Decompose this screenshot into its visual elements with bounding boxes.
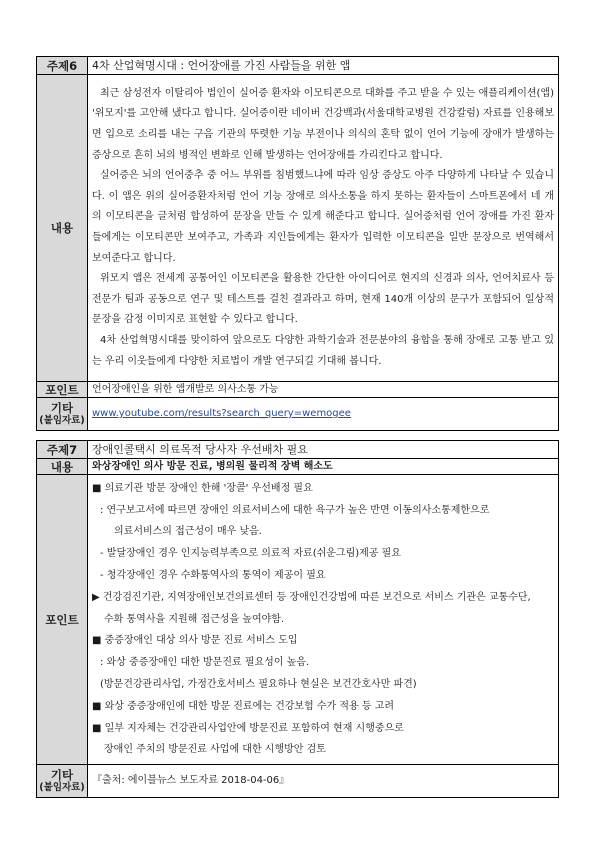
point-line: 장애인 주치의 방문진료 사업에 대한 시행방안 검토 [104, 744, 326, 756]
paragraph-1: 최근 삼성전자 이탈리아 법인이 실어증 환자와 이모티콘으로 대화를 주고 받을 수 있는 애플리케이션(앱) '위모지'를 고안해 냈다고 합니다. 실어증이란 네이버 건강백과(서울대학교병원 건강칼럼) 자료를 인용해보면 입으로 소리를 내는 구음 기관의 뚜렷한 기능 부전이나 의식의 혼탁 없이 언어 기능에 장애가 발생하는 증상으로 흔히 뇌의 병적인 변화로 인해 발생하는 언어장애를 가리킨다고 합니다. [92, 87, 554, 161]
topic6-table [36, 56, 559, 431]
topic6-point-label: 포인트 [37, 382, 88, 398]
paragraph-4: 4차 산업혁명시대를 맞이하여 앞으로도 다양한 과학기술과 전문분야의 융합을 통해 장애로 고통 받고 있는 우리 이웃들에게 다양한 치료법이 개발 연구되길 기대해 봅니다. [92, 334, 554, 367]
topic7-label: 주제7 [37, 441, 88, 459]
topic6-content [88, 75, 559, 382]
topic6-content-label: 내용 [37, 75, 88, 382]
point-line: (방문건강관리사업, 가정간호서비스 필요하나 현실은 보건간호사만 파견) [100, 678, 417, 690]
point-line: : 연구보고서에 따르면 장애인 의료서비스에 대한 욕구가 높은 반면 이동의사소통제한으로 [100, 504, 490, 516]
point-line: - 청각장애인 경우 수화통역사의 통역이 제공이 필요 [100, 570, 326, 581]
point-line: ■ 의료기관 방문 장애인 한해 '장콜' 우선배정 필요 [92, 482, 313, 494]
topic6-title: 4차 산업혁명시대 : 언어장애를 가진 사람들을 위한 앱 [88, 57, 559, 75]
topic6-etc [88, 398, 559, 431]
topic7-points [88, 475, 559, 765]
topic7-table [36, 440, 559, 798]
point-line: ■ 와상 중증장애인에 대한 방문 진료에는 건강보험 수가 적용 등 고려 [92, 700, 395, 712]
topic6-etc-label [37, 398, 88, 431]
paragraph-2: 실어증은 뇌의 언어중추 중 어느 부위를 침범했느냐에 따라 임상 증상도 아주 다양하게 나타날 수 있습니다. 이 앱은 위의 실어증환자처럼 언어 기능 장애로 의사소통을 하지 못하는 환자들이 스마트폰에서 네 개의 이모티콘을 글처럼 합성하여 문장을 만들 수 있게 해준다고 합니다. 실어증처럼 언어 장애를 가진 환자들에게는 이모티콘만 보여주고, 가족과 지인들에게는 환자가 입력한 이모티콘을 일반 문장으로 번역해서 보여준다고 합니다. [92, 170, 554, 264]
topic7-source: 『출처: 에이블뉴스 보도자료 2018-04-06』 [88, 765, 559, 798]
etc-sub-text: (붙임자료) [39, 782, 85, 793]
etc-label-text: 기타 [50, 768, 74, 782]
topic7-content: 와상장애인 의사 방문 진료, 병의원 물리적 장벽 해소도 [88, 459, 559, 475]
paragraph-3: 위모지 앱은 전세계 공통어인 이모티콘을 활용한 간단한 아이디어로 현지의 신경과 의사, 언어치료사 등 전문가 팀과 공동으로 연구 및 테스트를 걸친 결과라고 하며, 현재 140개 이상의 문구가 포함되어 일상적 문장을 감정 이미지로 표현할 수 있다고 합니다. [92, 273, 554, 326]
topic7-content-label: 내용 [37, 459, 88, 475]
topic6-label: 주제6 [37, 57, 88, 75]
point-line: ▶ 건강검진기관, 지역장애인보건의료센터 등 장애인건강법에 따른 보건으로 서비스 기관은 교통수단, [92, 591, 531, 603]
point-line: 수화 통역사을 지원해 접근성을 높여야함. [104, 613, 285, 625]
topic7-title: 장애인콜택시 의료목적 당사자 우선배차 필요 [88, 441, 559, 459]
youtube-link[interactable]: www.youtube.com/results?search_query=wemogee [92, 408, 351, 419]
etc-sub-text: (붙임자료) [39, 415, 85, 426]
topic7-etc-label [37, 765, 88, 798]
point-line: : 와상 중증장애인 대한 방문진료 필요성이 높음. [100, 657, 310, 669]
point-line: 의료서비스의 접근성이 매우 낮음. [114, 526, 262, 538]
etc-label-text: 기타 [50, 401, 74, 415]
point-line: ■ 일부 지자체는 건강관리사업안에 방문진료 포함하여 현재 시행중으로 [92, 722, 404, 734]
topic6-point: 언어장애인을 위한 앱개발로 의사소통 가능 [88, 382, 559, 398]
point-line: ■ 중증장애인 대상 의사 방문 진료 서비스 도입 [92, 635, 298, 647]
point-line: - 발달장애인 경우 인지능력부족으로 의료적 자료(쉬운그림)제공 필요 [100, 548, 401, 560]
topic7-point-label: 포인트 [37, 475, 88, 765]
